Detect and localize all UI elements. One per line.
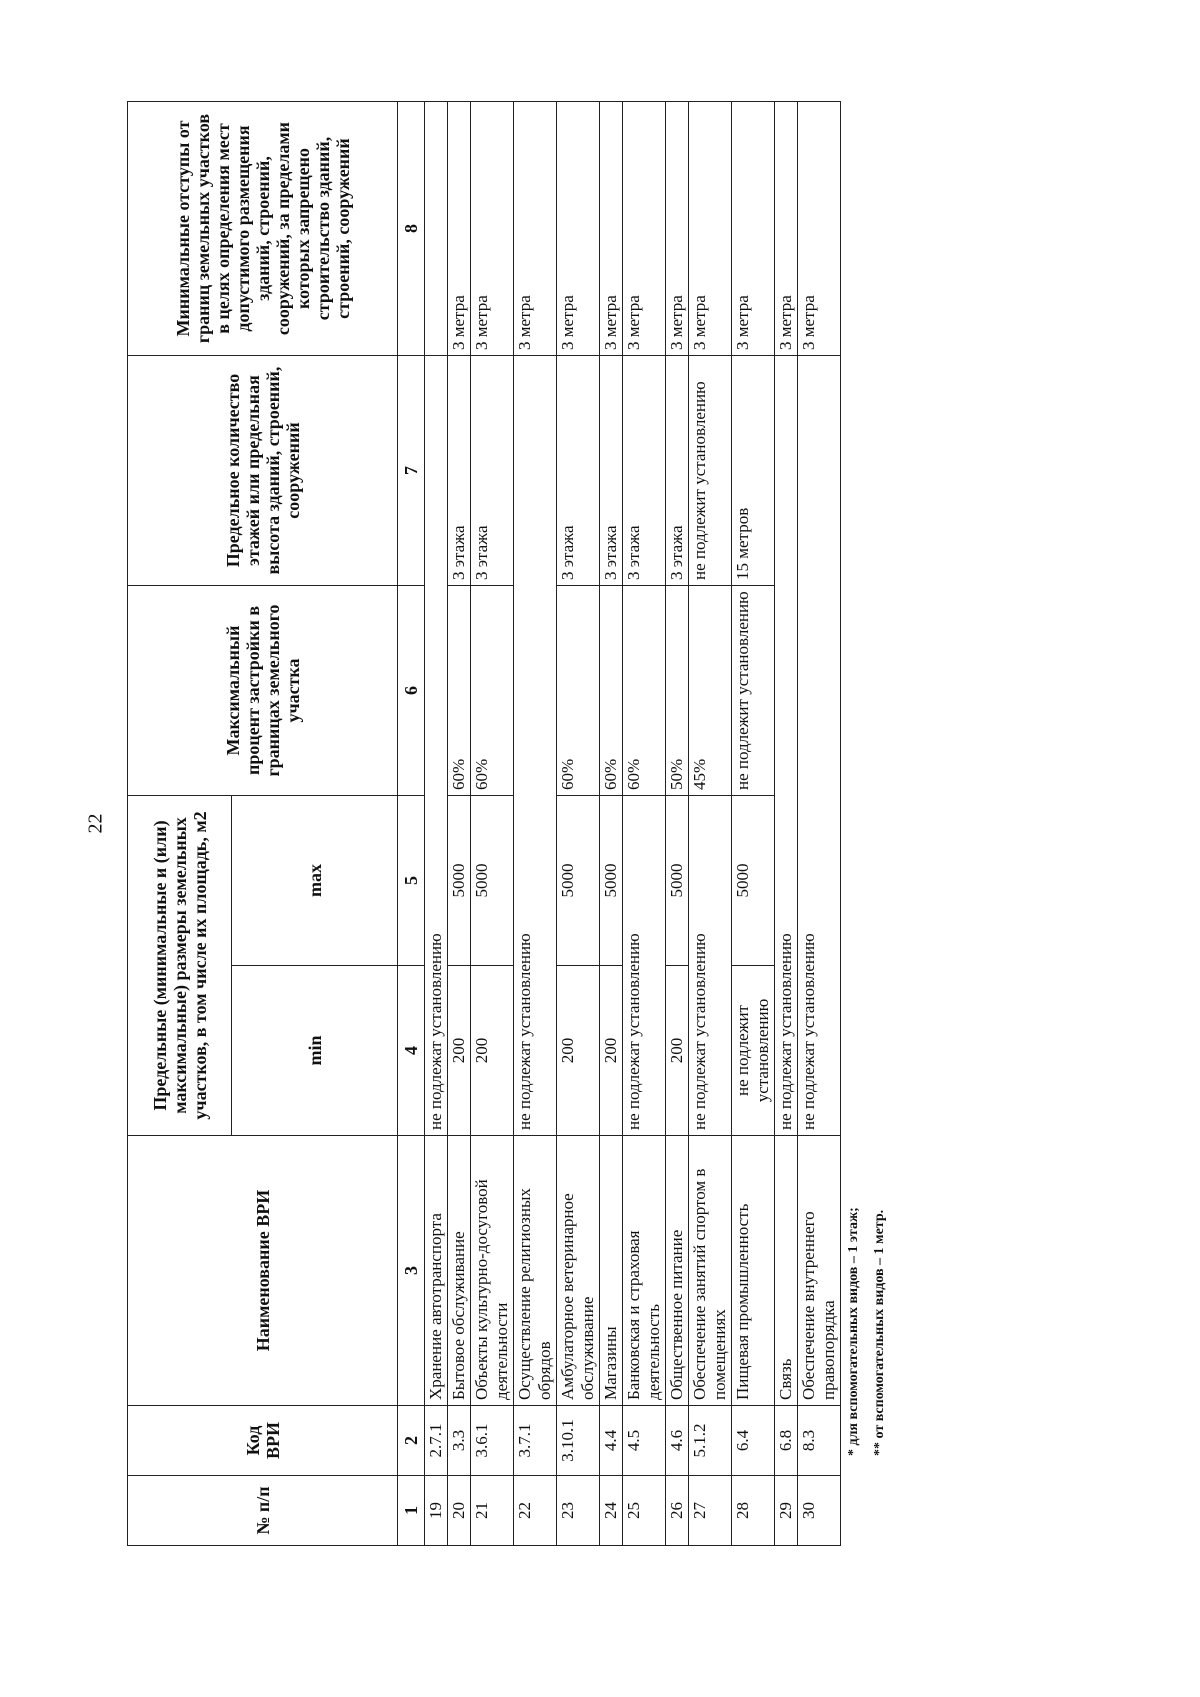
row-min: 200: [471, 966, 514, 1136]
row-number: 30: [798, 1476, 841, 1546]
header-name: Наименование ВРИ: [128, 1136, 398, 1406]
row-number: 19: [425, 1476, 448, 1546]
row-max: 5000: [471, 796, 514, 966]
row-code: 4.6: [666, 1406, 689, 1476]
land-use-table: [127, 101, 841, 1546]
column-number: 3: [398, 1136, 425, 1406]
row-number: 21: [471, 1476, 514, 1546]
row-name: Магазины: [600, 1136, 623, 1406]
row-build-percent: 60%: [623, 586, 666, 796]
table-row: [471, 102, 514, 1546]
row-code: 2.7.1: [425, 1406, 448, 1476]
row-name: Связь: [775, 1136, 798, 1406]
row-number: 25: [623, 1476, 666, 1546]
row-code: 4.5: [623, 1406, 666, 1476]
row-floors: не подлежит установлению: [689, 356, 732, 586]
row-number: 29: [775, 1476, 798, 1546]
row-setback: 3 метра: [600, 102, 623, 356]
row-code: 8.3: [798, 1406, 841, 1476]
table-row: [798, 102, 841, 1546]
row-build-percent: 60%: [448, 586, 471, 796]
header-floors: Предельное количество этажей или предельная высота зданий, строений, сооружений: [128, 356, 398, 586]
row-code: 6.4: [732, 1406, 775, 1476]
row-max: 5000: [666, 796, 689, 966]
row-merged-value: не подлежат установлению: [798, 356, 841, 1136]
header-build-percent: Максимальный процент застройки в границах земельного участка: [128, 586, 398, 796]
row-setback: 3 метра: [666, 102, 689, 356]
row-floors: 3 этажа: [666, 356, 689, 586]
row-max: 5000: [448, 796, 471, 966]
row-build-percent: 60%: [557, 586, 600, 796]
header-max: max: [232, 796, 398, 966]
row-setback: 3 метра: [732, 102, 775, 356]
table-row: [425, 102, 448, 1546]
table-row: [775, 102, 798, 1546]
row-code: 4.4: [600, 1406, 623, 1476]
row-merged-value: не подлежат установлению: [514, 356, 557, 1136]
column-number: 6: [398, 586, 425, 796]
row-name: Объекты культурно-досуговой деятельности: [471, 1136, 514, 1406]
row-build-percent: 60%: [600, 586, 623, 796]
row-name: Осуществление религиозных обрядов: [514, 1136, 557, 1406]
column-number-row: [398, 102, 425, 1546]
column-number: 7: [398, 356, 425, 586]
row-max: 5000: [732, 796, 775, 966]
row-setback: 3 метра: [689, 102, 732, 356]
row-name: Бытовое обслуживание: [448, 1136, 471, 1406]
row-number: 28: [732, 1476, 775, 1546]
row-floors: 3 этажа: [623, 356, 666, 586]
row-min: 200: [666, 966, 689, 1136]
row-name: Пищевая промышленность: [732, 1136, 775, 1406]
row-setback: 3 метра: [514, 102, 557, 356]
row-floors: 15 метров: [732, 356, 775, 586]
row-min: не подлежит установлению: [732, 966, 775, 1136]
row-setback: [425, 102, 448, 356]
column-number: 8: [398, 102, 425, 356]
row-build-percent: 60%: [471, 586, 514, 796]
row-code: 3.7.1: [514, 1406, 557, 1476]
row-merged-value: не подлежат установлению: [775, 356, 798, 1136]
column-number: 1: [398, 1476, 425, 1546]
row-max: 5000: [600, 796, 623, 966]
row-number: 26: [666, 1476, 689, 1546]
row-floors: 3 этажа: [471, 356, 514, 586]
row-build-percent: 45%: [689, 586, 732, 796]
table-body: [425, 102, 841, 1546]
row-merged-value: не подлежат установлению: [425, 356, 448, 1136]
row-min: 200: [448, 966, 471, 1136]
row-setback: 3 метра: [798, 102, 841, 356]
header-size-group: Предельные (минимальные и (или) максимальные) размеры земельных участков, в том числе их площадь, м2: [128, 796, 232, 1136]
row-min: 200: [600, 966, 623, 1136]
row-build-percent: 50%: [666, 586, 689, 796]
row-number: 22: [514, 1476, 557, 1546]
table-row: [600, 102, 623, 1546]
row-code: 3.6.1: [471, 1406, 514, 1476]
row-merged-value: не подлежат установлению: [623, 796, 666, 1136]
row-name: Хранение автотранспорта: [425, 1136, 448, 1406]
row-floors: 3 этажа: [557, 356, 600, 586]
row-number: 23: [557, 1476, 600, 1546]
table-row: [689, 102, 732, 1546]
row-min: 200: [557, 966, 600, 1136]
row-floors: 3 этажа: [600, 356, 623, 586]
row-name: Амбулаторное ветеринарное обслуживание: [557, 1136, 600, 1406]
row-setback: 3 метра: [623, 102, 666, 356]
row-build-percent: не подлежит установлению: [732, 586, 775, 796]
row-name: Обеспечение внутреннего правопорядка: [798, 1136, 841, 1406]
table-row: [732, 102, 775, 1546]
page-number: 22: [84, 813, 107, 834]
footnote: * для вспомогательных видов – 1 этаж;: [846, 1207, 861, 1456]
row-code: 5.1.2: [689, 1406, 732, 1476]
row-name: Обеспечение занятий спортом в помещениях: [689, 1136, 732, 1406]
row-max: 5000: [557, 796, 600, 966]
column-number: 5: [398, 796, 425, 966]
row-setback: 3 метра: [775, 102, 798, 356]
column-number: 4: [398, 966, 425, 1136]
table-row: [557, 102, 600, 1546]
rotated-page-content: [127, 86, 977, 1546]
table-row: [514, 102, 557, 1546]
table-row: [623, 102, 666, 1546]
row-number: 20: [448, 1476, 471, 1546]
row-setback: 3 метра: [448, 102, 471, 356]
row-number: 27: [689, 1476, 732, 1546]
row-merged-value: не подлежат установлению: [689, 796, 732, 1136]
row-name: Общественное питание: [666, 1136, 689, 1406]
row-name: Банковская и страховая деятельность: [623, 1136, 666, 1406]
row-setback: 3 метра: [557, 102, 600, 356]
table-row: [448, 102, 471, 1546]
header-number: № п/п: [128, 1476, 398, 1546]
header-setback: Минимальные отступы от границ земельных участков в целях определения мест допустимого размещения зданий, строений, сооружений, за пределами которых запрещено строительство зданий, строений, сооружений: [128, 102, 398, 356]
footnotes: [841, 86, 893, 1546]
header-min: min: [232, 966, 398, 1136]
header-code: Код ВРИ: [128, 1406, 398, 1476]
row-code: 3.3: [448, 1406, 471, 1476]
row-floors: 3 этажа: [448, 356, 471, 586]
row-code: 3.10.1: [557, 1406, 600, 1476]
row-setback: 3 метра: [471, 102, 514, 356]
row-number: 24: [600, 1476, 623, 1546]
table-row: [666, 102, 689, 1546]
column-number: 2: [398, 1406, 425, 1476]
footnote: ** от вспомогательных видов – 1 метр.: [872, 1209, 887, 1456]
row-code: 6.8: [775, 1406, 798, 1476]
